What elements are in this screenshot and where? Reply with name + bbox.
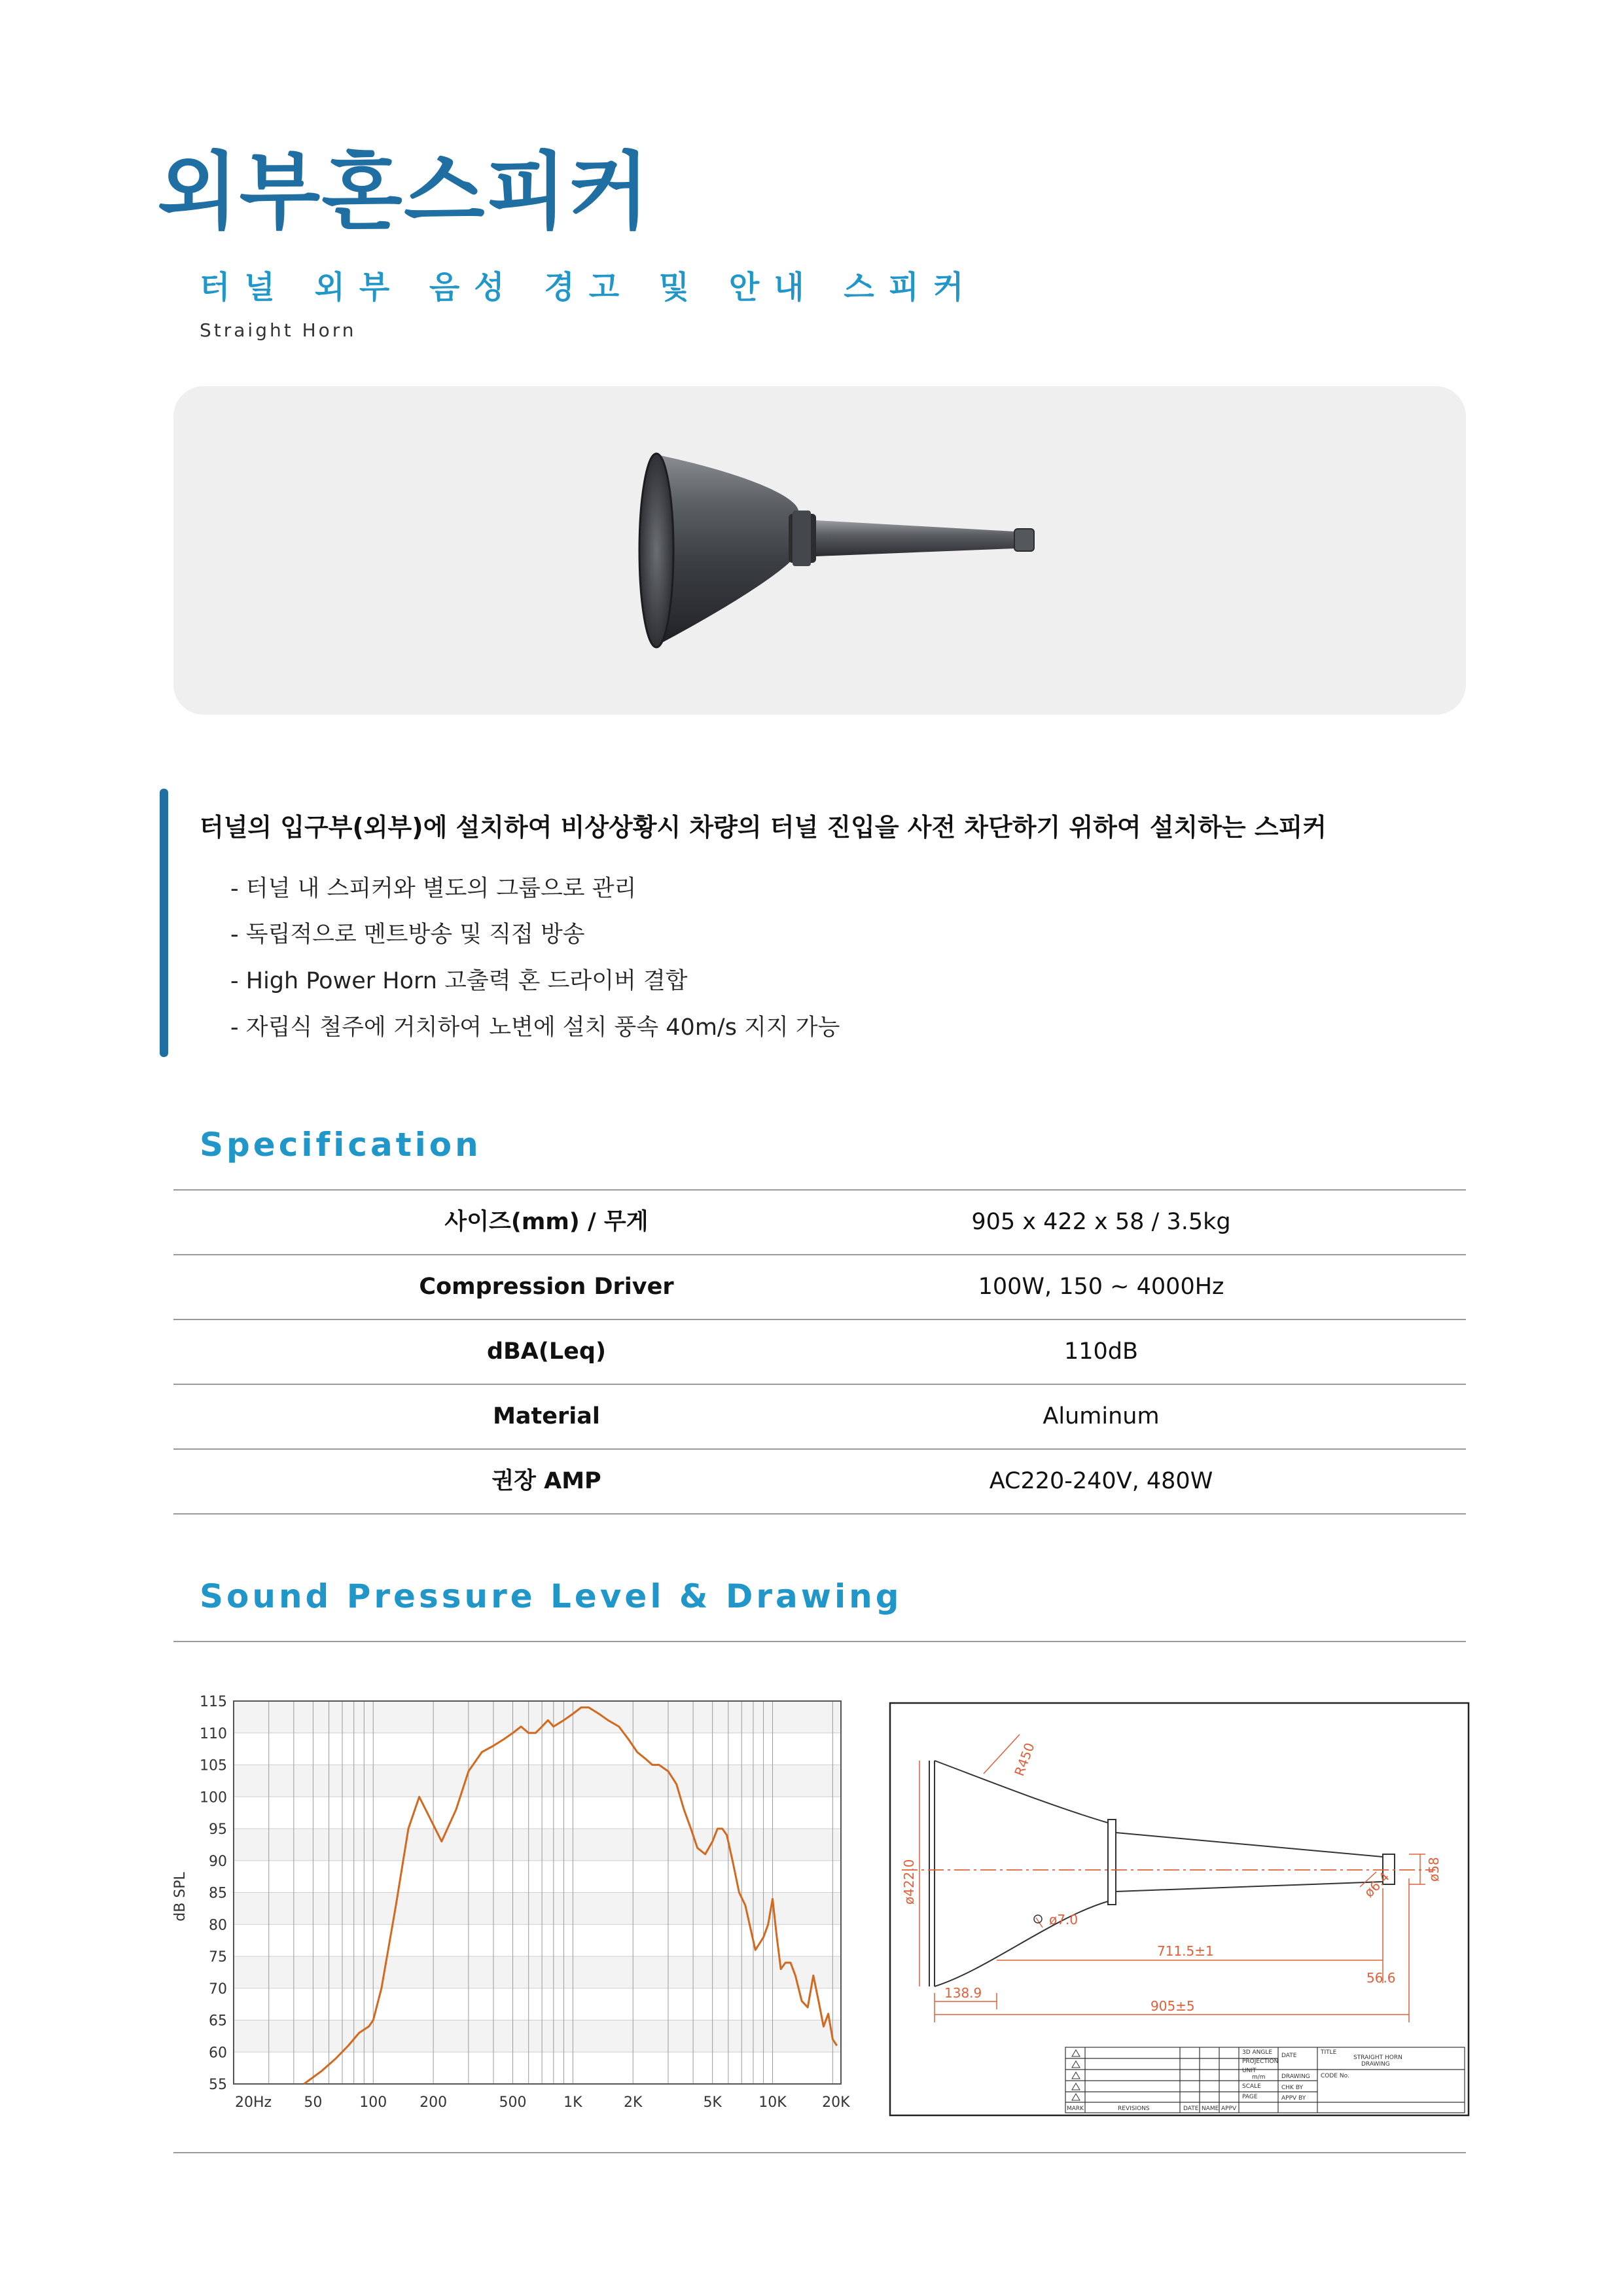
tb-third-angle: 3D ANGLE — [1242, 2049, 1273, 2056]
y-tick-label: 110 — [200, 1725, 227, 1742]
accent-bar — [160, 789, 168, 1057]
spec-value: Aluminum — [1043, 1403, 1160, 1429]
dim-l56: 56.6 — [1366, 1970, 1396, 1986]
product-photo-panel — [173, 386, 1466, 715]
tb-mark: MARK — [1067, 2106, 1084, 2112]
tb-date: DATE — [1281, 2053, 1297, 2059]
dim-d422: ø422.0 — [901, 1859, 917, 1905]
y-axis-label: dB SPL — [172, 1872, 188, 1922]
grid-band — [234, 2020, 841, 2053]
y-tick-label: 95 — [209, 1821, 227, 1838]
y-tick-label: 55 — [209, 2077, 227, 2093]
technical-drawing — [889, 1702, 1471, 2121]
feature-bullet: - 터널 내 스피커와 별도의 그룹으로 관리 — [230, 876, 637, 902]
feature-bullet: - 독립적으로 멘트방송 및 직접 방송 — [230, 922, 585, 948]
chart-grid — [234, 1701, 841, 2084]
feature-bullet: - High Power Horn 고출력 혼 드라이버 결합 — [230, 968, 688, 994]
x-tick-label: 2K — [624, 2094, 643, 2111]
x-tick-label: 20K — [822, 2094, 850, 2111]
feature-bullet: - 자립식 철주에 거치하여 노변에 설치 풍속 40m/s 지지 가능 — [230, 1014, 840, 1041]
tb-chk-by: CHK BY — [1281, 2085, 1303, 2091]
spec-row — [173, 1450, 1466, 1515]
tb-appv-col: APPV — [1221, 2106, 1237, 2112]
y-tick-label: 80 — [209, 1917, 227, 1934]
grid-band — [234, 1701, 841, 1733]
y-tick-label: 70 — [209, 1981, 227, 1998]
y-tick-label: 65 — [209, 2013, 227, 2030]
tb-page: PAGE — [1242, 2094, 1258, 2100]
grid-band — [234, 1829, 841, 1861]
tb-title-value-1: STRAIGHT HORN — [1353, 2054, 1402, 2061]
page-title: 외부혼스피커 — [157, 143, 651, 241]
x-tick-label: 5K — [703, 2094, 722, 2111]
spec-label: Material — [493, 1403, 600, 1429]
tb-unit-value: m/m — [1252, 2074, 1266, 2081]
x-tick-label: 50 — [304, 2094, 323, 2111]
spec-label: 사이즈(mm) / 무게 — [444, 1209, 649, 1235]
spec-label: 권장 AMP — [491, 1468, 601, 1494]
grid-band — [234, 1893, 841, 1925]
product-english-name: Straight Horn — [200, 319, 357, 341]
x-tick-labels — [235, 2094, 850, 2111]
spec-value: 905 x 422 x 58 / 3.5kg — [971, 1209, 1231, 1235]
spec-row — [173, 1320, 1466, 1385]
x-tick-label: 100 — [359, 2094, 387, 2111]
drawing-frame — [890, 1703, 1469, 2115]
dim-l905: 905±5 — [1150, 1998, 1195, 2014]
spec-label: Compression Driver — [419, 1274, 674, 1300]
tb-projection: PROJECTION — [1242, 2058, 1279, 2065]
y-tick-label: 85 — [209, 1885, 227, 1902]
section-rule — [173, 1641, 1466, 1642]
spl-chart — [157, 1689, 864, 2127]
tb-name-col: NAME — [1202, 2106, 1219, 2112]
spl-drawing-heading: Sound Pressure Level & Drawing — [200, 1577, 902, 1615]
spec-value: 110dB — [1063, 1338, 1139, 1365]
bottom-rule — [173, 2152, 1466, 2153]
tb-date-col: DATE — [1183, 2106, 1199, 2112]
dim-d7: ø7.0 — [1049, 1912, 1079, 1928]
y-tick-label: 75 — [209, 1949, 227, 1965]
x-tick-label: 500 — [499, 2094, 527, 2111]
spec-row — [173, 1255, 1466, 1320]
tb-appv-by: APPV BY — [1281, 2095, 1306, 2102]
page-subtitle: 터널 외부 음성 경고 및 안내 스피커 — [200, 269, 978, 306]
tb-revisions: REVISIONS — [1118, 2106, 1150, 2112]
dim-d6: ø6.4 — [1361, 1869, 1393, 1901]
y-tick-label: 105 — [200, 1757, 227, 1774]
y-tick-label: 60 — [209, 2045, 227, 2062]
x-tick-label: 200 — [419, 2094, 448, 2111]
spec-row — [173, 1191, 1466, 1255]
dim-r450: R450 — [1011, 1740, 1038, 1778]
y-tick-label: 115 — [200, 1694, 227, 1710]
grid-band — [234, 1765, 841, 1797]
x-tick-label: 20Hz — [235, 2094, 272, 2111]
tb-drawing: DRAWING — [1281, 2073, 1310, 2080]
spec-row — [173, 1385, 1466, 1450]
tb-code-no: CODE No. — [1321, 2073, 1349, 2079]
dim-l711: 711.5±1 — [1157, 1943, 1214, 1959]
tb-title-value-2: DRAWING — [1361, 2061, 1390, 2068]
y-tick-label: 100 — [200, 1789, 227, 1806]
dim-d58: ø58 — [1426, 1857, 1442, 1882]
y-tick-labels — [200, 1694, 227, 2093]
tb-unit: UNIT — [1242, 2068, 1257, 2074]
dim-l138: 138.9 — [944, 1985, 982, 2001]
tb-scale: SCALE — [1242, 2083, 1261, 2090]
x-tick-label: 1K — [563, 2094, 582, 2111]
grid-band — [234, 1956, 841, 1988]
y-tick-label: 90 — [209, 1853, 227, 1870]
intro-text: 터널의 입구부(외부)에 설치하여 비상상황시 차량의 터널 진입을 사전 차단하기 위하여 설치하는 스피커 — [200, 813, 1327, 842]
tb-title-label: TITLE — [1321, 2049, 1337, 2056]
spec-value: 100W, 150 ~ 4000Hz — [978, 1274, 1224, 1300]
spec-label: dBA(Leq) — [487, 1338, 606, 1365]
x-tick-label: 10K — [758, 2094, 787, 2111]
spec-value: AC220-240V, 480W — [989, 1468, 1213, 1494]
horn-speaker-image — [173, 386, 1466, 715]
specification-heading: Specification — [200, 1126, 482, 1164]
